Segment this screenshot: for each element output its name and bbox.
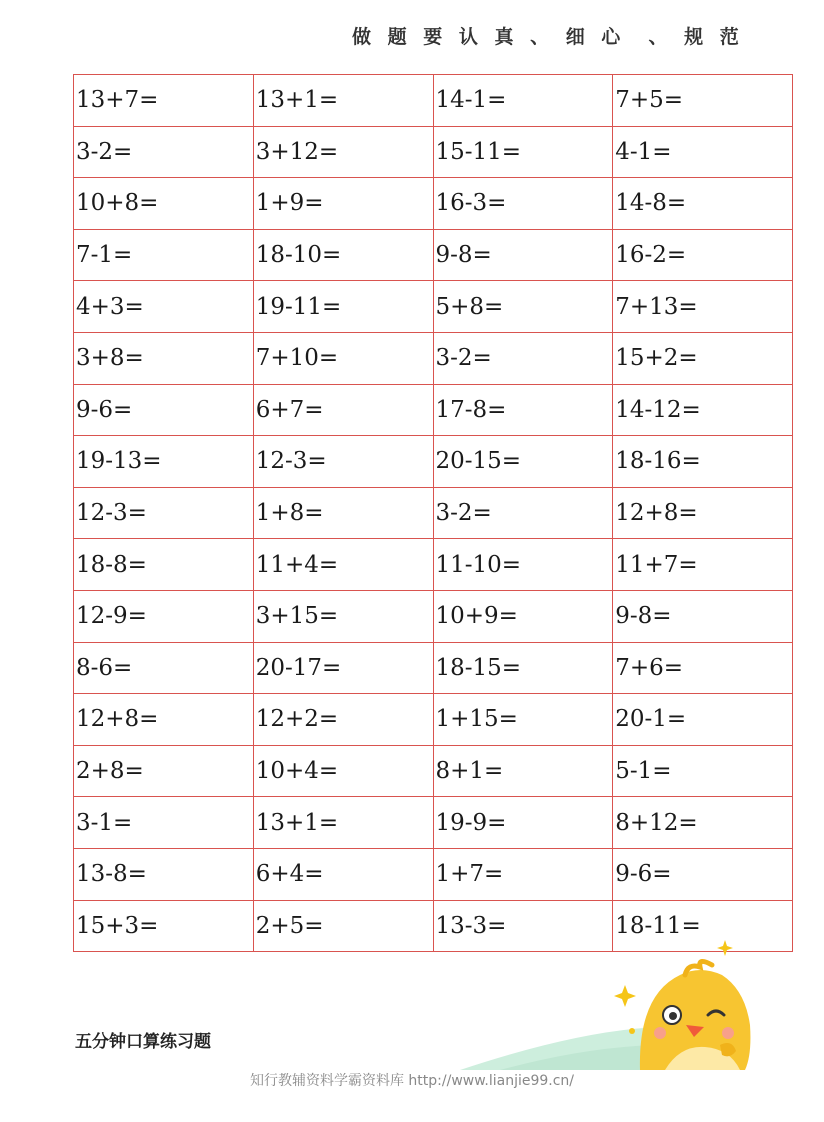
problem-cell: 8-6=: [74, 642, 254, 694]
problem-cell: 1+9=: [253, 178, 433, 230]
problem-cell: 18-15=: [433, 642, 613, 694]
problem-cell: 11-10=: [433, 539, 613, 591]
problem-cell: 12+8=: [74, 694, 254, 746]
problem-cell: 13-8=: [74, 848, 254, 900]
table-row: [74, 75, 793, 127]
problem-cell: 5+8=: [433, 281, 613, 333]
problem-cell: 7+13=: [613, 281, 793, 333]
problem-cell: 20-1=: [613, 694, 793, 746]
problem-cell: 18-10=: [253, 229, 433, 281]
problem-cell: 9-8=: [613, 590, 793, 642]
problem-cell: 10+4=: [253, 745, 433, 797]
problem-cell: 3-1=: [74, 797, 254, 849]
table-row: [74, 590, 793, 642]
problem-cell: 9-8=: [433, 229, 613, 281]
problem-cell: 8+1=: [433, 745, 613, 797]
table-row: [74, 178, 793, 230]
problem-cell: 15+2=: [613, 332, 793, 384]
problem-cell: 7-1=: [74, 229, 254, 281]
problem-cell: 12+2=: [253, 694, 433, 746]
problem-cell: 5-1=: [613, 745, 793, 797]
table-row: [74, 848, 793, 900]
problem-cell: 14-1=: [433, 75, 613, 127]
problem-cell: 3+8=: [74, 332, 254, 384]
problem-cell: 7+5=: [613, 75, 793, 127]
problem-cell: 19-13=: [74, 436, 254, 488]
problem-cell: 3-2=: [433, 332, 613, 384]
problem-cell: 14-8=: [613, 178, 793, 230]
problem-cell: 19-11=: [253, 281, 433, 333]
problem-cell: 12-9=: [74, 590, 254, 642]
problem-cell: 20-17=: [253, 642, 433, 694]
problem-cell: 10+9=: [433, 590, 613, 642]
problem-cell: 13+7=: [74, 75, 254, 127]
table-row: [74, 126, 793, 178]
footer-title: 五分钟口算练习题: [75, 1032, 211, 1052]
problem-cell: 3+15=: [253, 590, 433, 642]
problem-cell: 3-2=: [74, 126, 254, 178]
problem-cell: 10+8=: [74, 178, 254, 230]
problem-cell: 18-8=: [74, 539, 254, 591]
table-row: [74, 797, 793, 849]
table-row: [74, 694, 793, 746]
problem-cell: 11+7=: [613, 539, 793, 591]
problem-cell: 12-3=: [253, 436, 433, 488]
problem-cell: 20-15=: [433, 436, 613, 488]
problem-cell: 7+6=: [613, 642, 793, 694]
problem-cell: 7+10=: [253, 332, 433, 384]
problem-cell: 15-11=: [433, 126, 613, 178]
problem-cell: 2+5=: [253, 900, 433, 952]
table-row: [74, 487, 793, 539]
header-slogan: 做 题 要 认 真 、 细 心 、 规 范: [352, 26, 744, 48]
problem-cell: 12+8=: [613, 487, 793, 539]
problem-cell: 19-9=: [433, 797, 613, 849]
problem-cell: 18-11=: [613, 900, 793, 952]
table-row: [74, 745, 793, 797]
table-row: [74, 539, 793, 591]
problem-cell: 12-3=: [74, 487, 254, 539]
table-row: [74, 642, 793, 694]
problem-cell: 9-6=: [74, 384, 254, 436]
problem-cell: 6+7=: [253, 384, 433, 436]
yellow-chick-mascot-icon: [460, 935, 760, 1075]
problem-cell: 1+15=: [433, 694, 613, 746]
problem-cell: 4+3=: [74, 281, 254, 333]
problem-cell: 1+7=: [433, 848, 613, 900]
problem-cell: 13-3=: [433, 900, 613, 952]
arithmetic-grid: [73, 74, 793, 952]
table-row: [74, 332, 793, 384]
problem-cell: 2+8=: [74, 745, 254, 797]
problem-cell: 4-1=: [613, 126, 793, 178]
watermark-text: 知行教辅资料学霸资料库 http://www.lianjie99.cn/: [249, 1073, 575, 1089]
table-row: [74, 436, 793, 488]
table-row: [74, 229, 793, 281]
table-row: [74, 281, 793, 333]
problem-cell: 11+4=: [253, 539, 433, 591]
problem-cell: 15+3=: [74, 900, 254, 952]
problem-cell: 16-3=: [433, 178, 613, 230]
problem-cell: 14-12=: [613, 384, 793, 436]
problem-cell: 6+4=: [253, 848, 433, 900]
problem-cell: 13+1=: [253, 75, 433, 127]
problem-cell: 13+1=: [253, 797, 433, 849]
table-row: [74, 384, 793, 436]
problem-cell: 1+8=: [253, 487, 433, 539]
problem-cell: 8+12=: [613, 797, 793, 849]
problem-cell: 17-8=: [433, 384, 613, 436]
problem-cell: 3-2=: [433, 487, 613, 539]
problem-cell: 18-16=: [613, 436, 793, 488]
problem-cell: 9-6=: [613, 848, 793, 900]
problem-cell: 16-2=: [613, 229, 793, 281]
problem-cell: 3+12=: [253, 126, 433, 178]
